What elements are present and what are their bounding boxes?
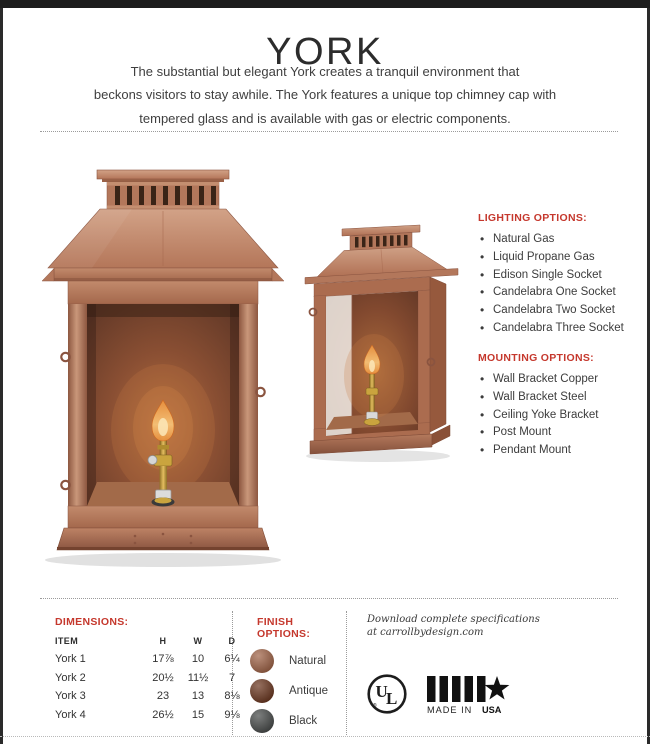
- registered-symbol: ®: [373, 703, 377, 709]
- ul-letter-l: L: [386, 689, 398, 708]
- column-header: D: [228, 636, 236, 646]
- column-header: W: [193, 636, 203, 646]
- finish-swatch-list: [250, 649, 342, 733]
- list-item: • Edison Single Socket: [480, 269, 646, 281]
- lantern-base: [57, 528, 269, 550]
- side-panel: [430, 277, 446, 432]
- finish-row: [250, 649, 342, 673]
- mounting-options-section: [478, 352, 646, 462]
- table-cell: 15: [191, 708, 205, 721]
- table-cell: 26½: [152, 708, 174, 721]
- lighting-options-heading: LIGHTING OPTIONS:: [478, 212, 587, 224]
- list-item: • Candelabra Two Socket: [480, 304, 646, 316]
- ul-certification-icon: [366, 673, 408, 717]
- lighting-options-section: [478, 212, 646, 340]
- dotted-divider-bottom: [40, 598, 618, 599]
- table-cell: 9⅛: [224, 708, 240, 721]
- download-specs-link[interactable]: at carrollbydesign.com: [367, 627, 484, 638]
- download-note-line: Download complete specifications: [367, 614, 540, 625]
- flag-bars: [427, 676, 486, 702]
- list-item: • Candelabra One Socket: [480, 286, 646, 298]
- ul-letter-u: U: [375, 682, 388, 701]
- made-in-label: MADE IN: [427, 705, 473, 715]
- list-item: • Natural Gas: [480, 233, 646, 245]
- finish-row: [250, 679, 342, 703]
- made-in-usa-icon: [426, 675, 512, 715]
- finish-label: Black: [289, 715, 318, 727]
- eave-rim: [42, 268, 284, 281]
- table-cell: 7: [228, 671, 236, 684]
- roof: [48, 209, 278, 268]
- download-specs-note: [367, 613, 542, 639]
- product-description: [65, 60, 585, 130]
- column-header: H: [159, 636, 167, 646]
- page-end-dotted-line: [0, 736, 650, 737]
- table-cell-item: York 2: [55, 671, 86, 684]
- list-item: • Wall Bracket Steel: [480, 391, 646, 403]
- lighting-options-list: [480, 233, 646, 334]
- table-cell: 23: [156, 690, 170, 703]
- dimensions-section: [55, 616, 251, 724]
- chimney-cap: [97, 170, 229, 209]
- mounting-options-heading: MOUNTING OPTIONS:: [478, 352, 594, 364]
- list-item: • Pendant Mount: [480, 444, 646, 456]
- list-item: • Candelabra Three Socket: [480, 322, 646, 334]
- list-item: • Post Mount: [480, 426, 646, 438]
- finish-swatch-natural: [250, 649, 274, 673]
- finish-label: Natural: [289, 655, 327, 667]
- page-top-border: [0, 0, 650, 8]
- dimensions-table: [55, 632, 251, 724]
- table-cell: 20½: [152, 671, 174, 684]
- chimney-cap: [342, 225, 420, 251]
- description-line: The substantial but elegant York creates a tranquil environment that: [130, 64, 520, 79]
- list-item: • Ceiling Yoke Bracket: [480, 409, 646, 421]
- mounting-options-list: [480, 373, 646, 456]
- dotted-divider-top: [40, 131, 618, 132]
- description-line: beckons visitors to stay awhile. The York features a unique top chimney cap with: [93, 87, 557, 103]
- table-cell: 13: [191, 690, 205, 703]
- lantern-shadow: [45, 553, 281, 567]
- finish-row: [250, 709, 342, 733]
- finish-swatch-black: [250, 709, 274, 733]
- finish-options-section: [250, 616, 342, 739]
- table-cell-item: York 3: [55, 690, 86, 703]
- finish-label: Antique: [289, 685, 329, 697]
- table-cell: 8⅛: [224, 690, 240, 703]
- table-cell: 17⅞: [152, 653, 174, 666]
- usa-label: USA: [482, 705, 502, 715]
- list-item: • Wall Bracket Copper: [480, 373, 646, 385]
- page-left-border: [0, 8, 3, 744]
- table-cell-item: York 4: [55, 708, 86, 721]
- dimensions-heading: DIMENSIONS:: [55, 616, 129, 628]
- table-cell: 10: [191, 653, 205, 666]
- vertical-divider: [346, 611, 347, 735]
- page-title: YORK: [266, 31, 384, 74]
- list-item: • Liquid Propane Gas: [480, 251, 646, 263]
- table-cell: 6¼: [224, 653, 240, 666]
- star-icon: [485, 676, 510, 700]
- description-line: tempered glass and is available with gas or electric components.: [139, 110, 511, 126]
- york-lantern-photo-large: [40, 150, 325, 575]
- finish-options-heading: FINISH OPTIONS:: [257, 616, 311, 640]
- table-cell-item: York 1: [55, 653, 86, 666]
- finish-swatch-antique: [250, 679, 274, 703]
- table-cell: 11½: [187, 671, 209, 684]
- column-header: ITEM: [55, 636, 79, 646]
- york-lantern-photo-small: [300, 216, 465, 466]
